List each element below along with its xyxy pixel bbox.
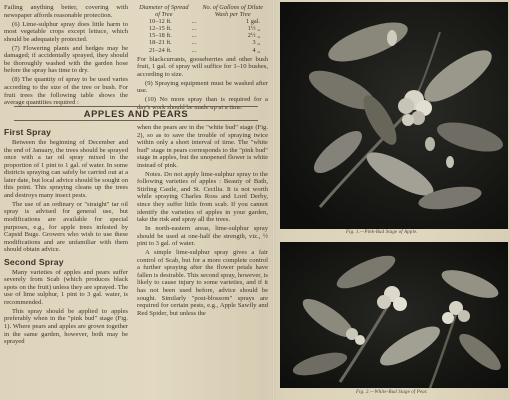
- paragraph: This spray should be applied to apples preferably when in the "pink bud" stage (Fig. 1). Where pears and apples are grown together in the same garden, however, both may be sprayed: [4, 307, 128, 346]
- paragraph: Many varieties of apples and pears suffer severely from Scab (which produces black spots on the fruit) unless they are sprayed. The use of lime sulphur, 1 pint to 3 gal. water, is recommended.: [4, 268, 128, 306]
- column-left-top: [4, 4, 128, 108]
- paragraph: The use of an ordinary or "straight" tar oil spray is advised for general use, but modifications are available for special purposes, e.g., for apple trees infested by Capsid Bugs. Growers who wish to use these modifications and are unfamiliar with them should obtain advice.: [4, 200, 128, 254]
- paragraph: (6) Lime-sulphur spray does little harm to most vegetable crops except lettuce, which should be adequately protected.: [4, 20, 128, 43]
- table-row: 15–18 ft. ... 2½ „: [149, 32, 260, 40]
- paragraph: Failing anything better, covering with newspaper affords reasonable protection.: [4, 4, 128, 19]
- caption-fig2: Fig. 2.—White-Bud Stage of Pear.: [356, 390, 428, 395]
- heading-second-spray: Second Spray: [4, 256, 64, 267]
- table-row: 21–24 ft. ... 4 „: [149, 46, 260, 54]
- caption-fig1: Fig. 1.—Pink-Bud Stage of Apple.: [346, 230, 418, 235]
- paragraph: when the pears are in the "white bud" stage (Fig. 2), so as to save the trouble of spraying twice within only a short interval of time. The "white bud" stage in pears corresponds to the "pink bud" stage in apples, but the unopened flower is white instead of pink.: [137, 124, 268, 169]
- column-left-lower: [4, 124, 128, 347]
- heading-first-spray: First Spray: [4, 127, 52, 137]
- paragraph: (8) The quantity of spray to be used varies according to the size of the tree or bush. For fruit trees the following table shows the average quantities required :: [4, 76, 128, 107]
- photo-apple-blossom: [280, 2, 508, 229]
- rule-top: [14, 106, 258, 107]
- photo-pear-blossom: [280, 242, 508, 388]
- paragraph: (10) No more spray than is required for a day's work should be made up at a time.: [137, 96, 268, 111]
- dilution-table: [137, 4, 268, 54]
- paragraph: (9) Spraying equipment must be washed after use.: [137, 79, 268, 95]
- paragraph: A simple lime-sulphur spray gives a fair control of Scab, but for a more complete control a further spraying after the flower petals have fallen is desirable. This second spray, however, is likely to cause injury to some varieties, and if it has not been used before, advice should be sought. Similarly "post-blossom" sprays are required for certain pests, e.g., Apple Sawfly and Red Spider, but unless the: [137, 249, 268, 317]
- rule-bottom: [14, 120, 258, 121]
- column-right-top: [137, 4, 268, 113]
- table-row: 10–12 ft. ... 1 gal.: [149, 18, 260, 26]
- paragraph: (7) Flowering plants and hedges may be damaged; if accidentally sprayed, they should be thoroughly washed with the garden hose before the spray has time to dry.: [4, 44, 128, 75]
- paragraph: Between the beginning of December and the end of January, the trees should be sprayed once with a tar oil spray mixed in the proportion of 1 pint to 1 gal. of water. In some districts spraying can safely be carried out at a later date, but local advice should be sought on this point. This spraying cleans up the trees and destroys many insect pests.: [4, 139, 128, 199]
- page-fold: [272, 0, 275, 400]
- column-right-lower: [137, 124, 268, 319]
- table-row: 12–15 ft. ... 1½ „: [149, 25, 260, 33]
- paragraph: For blackcurrants, gooseberries and other bush fruit, 1 gal. of spray will suffice for 1–10 bushes, according to size.: [137, 55, 268, 78]
- table-header-spread: Diameter of Spread of Tree: [139, 4, 189, 19]
- paragraph: Notes. Do not apply lime-sulphur spray to the following varieties of apples : Beauty of Bath, Stirling Castle, and St. Cecilia. It is not worth while spraying Charles Ross and Lord Derby, since they suffer little from scab. If you cannot identify the varieties of apples in your garden, take the risk and spray all the trees.: [137, 170, 268, 224]
- table-header-gallons: No. of Gallons of Dilute Wash per Tree: [202, 4, 264, 19]
- paragraph: In north-eastern areas, lime-sulphur spray should be used at one-half the strength, viz., ½ pint to 3 gal. of water.: [137, 225, 268, 248]
- table-row: 18–21 ft. ... 3 „: [149, 39, 260, 47]
- section-title: APPLES AND PEARS: [83, 108, 189, 119]
